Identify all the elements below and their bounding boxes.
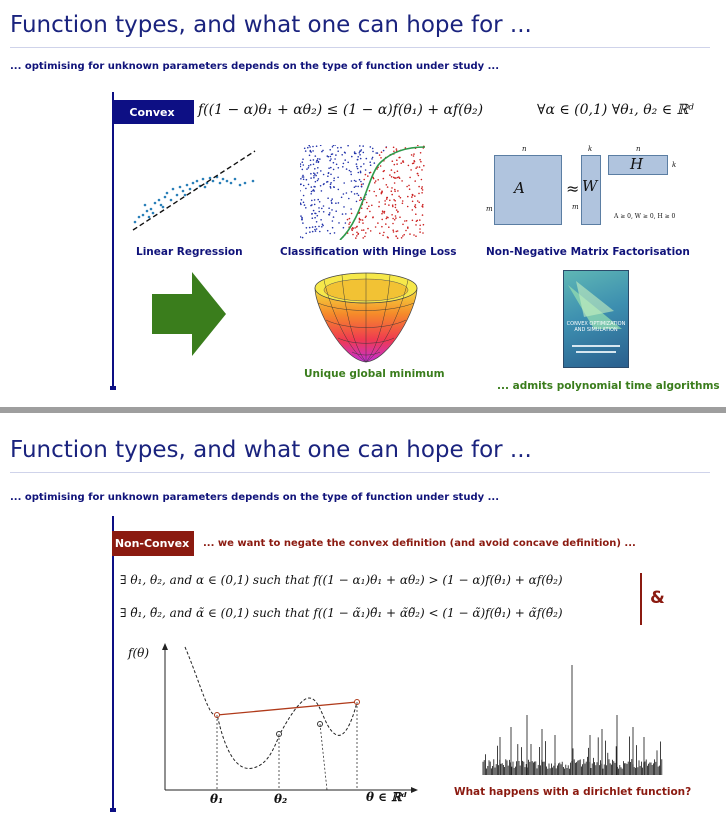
- nmf-n-top-a: n: [522, 145, 527, 153]
- nmf-constraint: A ≥ 0, W ≥ 0, H ≥ 0: [614, 213, 676, 220]
- matrix-h-label: H: [630, 155, 644, 173]
- slide2-left-rule: [112, 516, 114, 812]
- plot-x-tick-theta2: θ₂: [274, 792, 288, 806]
- book-author-line: [572, 345, 620, 347]
- matrix-w-label: W: [582, 177, 598, 195]
- book-title: CONVEX OPTIMIZATION AND SIMULATION: [566, 321, 626, 333]
- slide2-title: Function types, and what one can hope for ...: [10, 437, 532, 463]
- non-convex-note: ... we want to negate the convex definition (and avoid concave definition) ...: [203, 538, 636, 549]
- ampersand: &: [650, 588, 665, 608]
- nmf-n-top-h: n: [636, 145, 641, 153]
- convex-definition-rhs: ∀α ∈ (0,1) ∀θ₁, θ₂ ∈ ℝᵈ: [537, 102, 694, 118]
- nmf-figure: [486, 145, 686, 235]
- slide-divider: [0, 407, 726, 413]
- nmf-k-top-w: k: [588, 145, 593, 153]
- matrix-a: [494, 155, 562, 225]
- matrix-a-label: A: [514, 179, 525, 197]
- book-publisher-line: [576, 351, 616, 353]
- non-convex-condition-1: ∃ θ₁, θ₂, and α ∈ (0,1) such that f((1 − α₁)θ₁ + αθ₂) > (1 − α)f(θ₁) + αf(θ₂): [120, 573, 563, 587]
- dirichlet-caption: What happens with a dirichlet function?: [454, 786, 692, 798]
- slide2-title-rule: [10, 472, 710, 473]
- slide1-title: Function types, and what one can hope for ...: [10, 12, 532, 38]
- slide1-title-rule: [10, 47, 710, 48]
- plot-y-label: f(θ): [128, 646, 150, 660]
- tag-bar: [192, 100, 194, 124]
- non-convex-plot: [125, 642, 425, 810]
- tag-bar-2: [192, 531, 194, 556]
- caption-linear-regression: Linear Regression: [136, 246, 243, 258]
- convex-tag: Convex: [112, 100, 192, 124]
- nmf-k-right-h: k: [672, 161, 677, 169]
- caption-polynomial-time: ... admits polynomial time algorithms: [497, 380, 720, 392]
- caption-unique-minimum: Unique global minimum: [304, 368, 445, 380]
- condition-bracket: [640, 573, 642, 625]
- hinge-loss-figure: [300, 145, 425, 240]
- slide1-left-rule: [112, 92, 114, 390]
- nmf-approx: ≈: [566, 179, 580, 198]
- non-convex-condition-2: ∃ θ̃₁, θ̃₂, and α̃ ∈ (0,1) such that f((1 − α̃₁)θ̃₁ + α̃θ̃₂) < (1 − α̃)f(θ̃₁) + α̃f(θ̃₂): [120, 606, 563, 620]
- nmf-m-left-w: m: [572, 203, 579, 211]
- caption-hinge-loss: Classification with Hinge Loss: [280, 246, 457, 258]
- plot-x-tick-domain: θ ∈ ℝᵈ: [366, 790, 408, 804]
- paraboloid-figure: [312, 268, 420, 366]
- dirichlet-plot: [480, 660, 665, 780]
- slide1-rule-foot: [110, 386, 116, 390]
- slide2-rule-foot: [110, 808, 116, 812]
- non-convex-tag: Non-Convex: [112, 531, 192, 556]
- slide2-subtitle: ... optimising for unknown parameters depends on the type of function under study ...: [10, 492, 500, 503]
- caption-nmf: Non-Negative Matrix Factorisation: [486, 246, 690, 258]
- convex-definition-lhs: f((1 − α)θ₁ + αθ₂) ≤ (1 − α)f(θ₁) + αf(θ₂): [198, 102, 484, 118]
- slide1-subtitle: ... optimising for unknown parameters depends on the type of function under study ...: [10, 61, 500, 72]
- linear-regression-figure: [125, 145, 265, 235]
- arrow-right-icon: [152, 272, 228, 356]
- plot-x-tick-theta1: θ₁: [210, 792, 224, 806]
- book-cover-image: [563, 270, 629, 368]
- nmf-m-left-a: m: [486, 205, 493, 213]
